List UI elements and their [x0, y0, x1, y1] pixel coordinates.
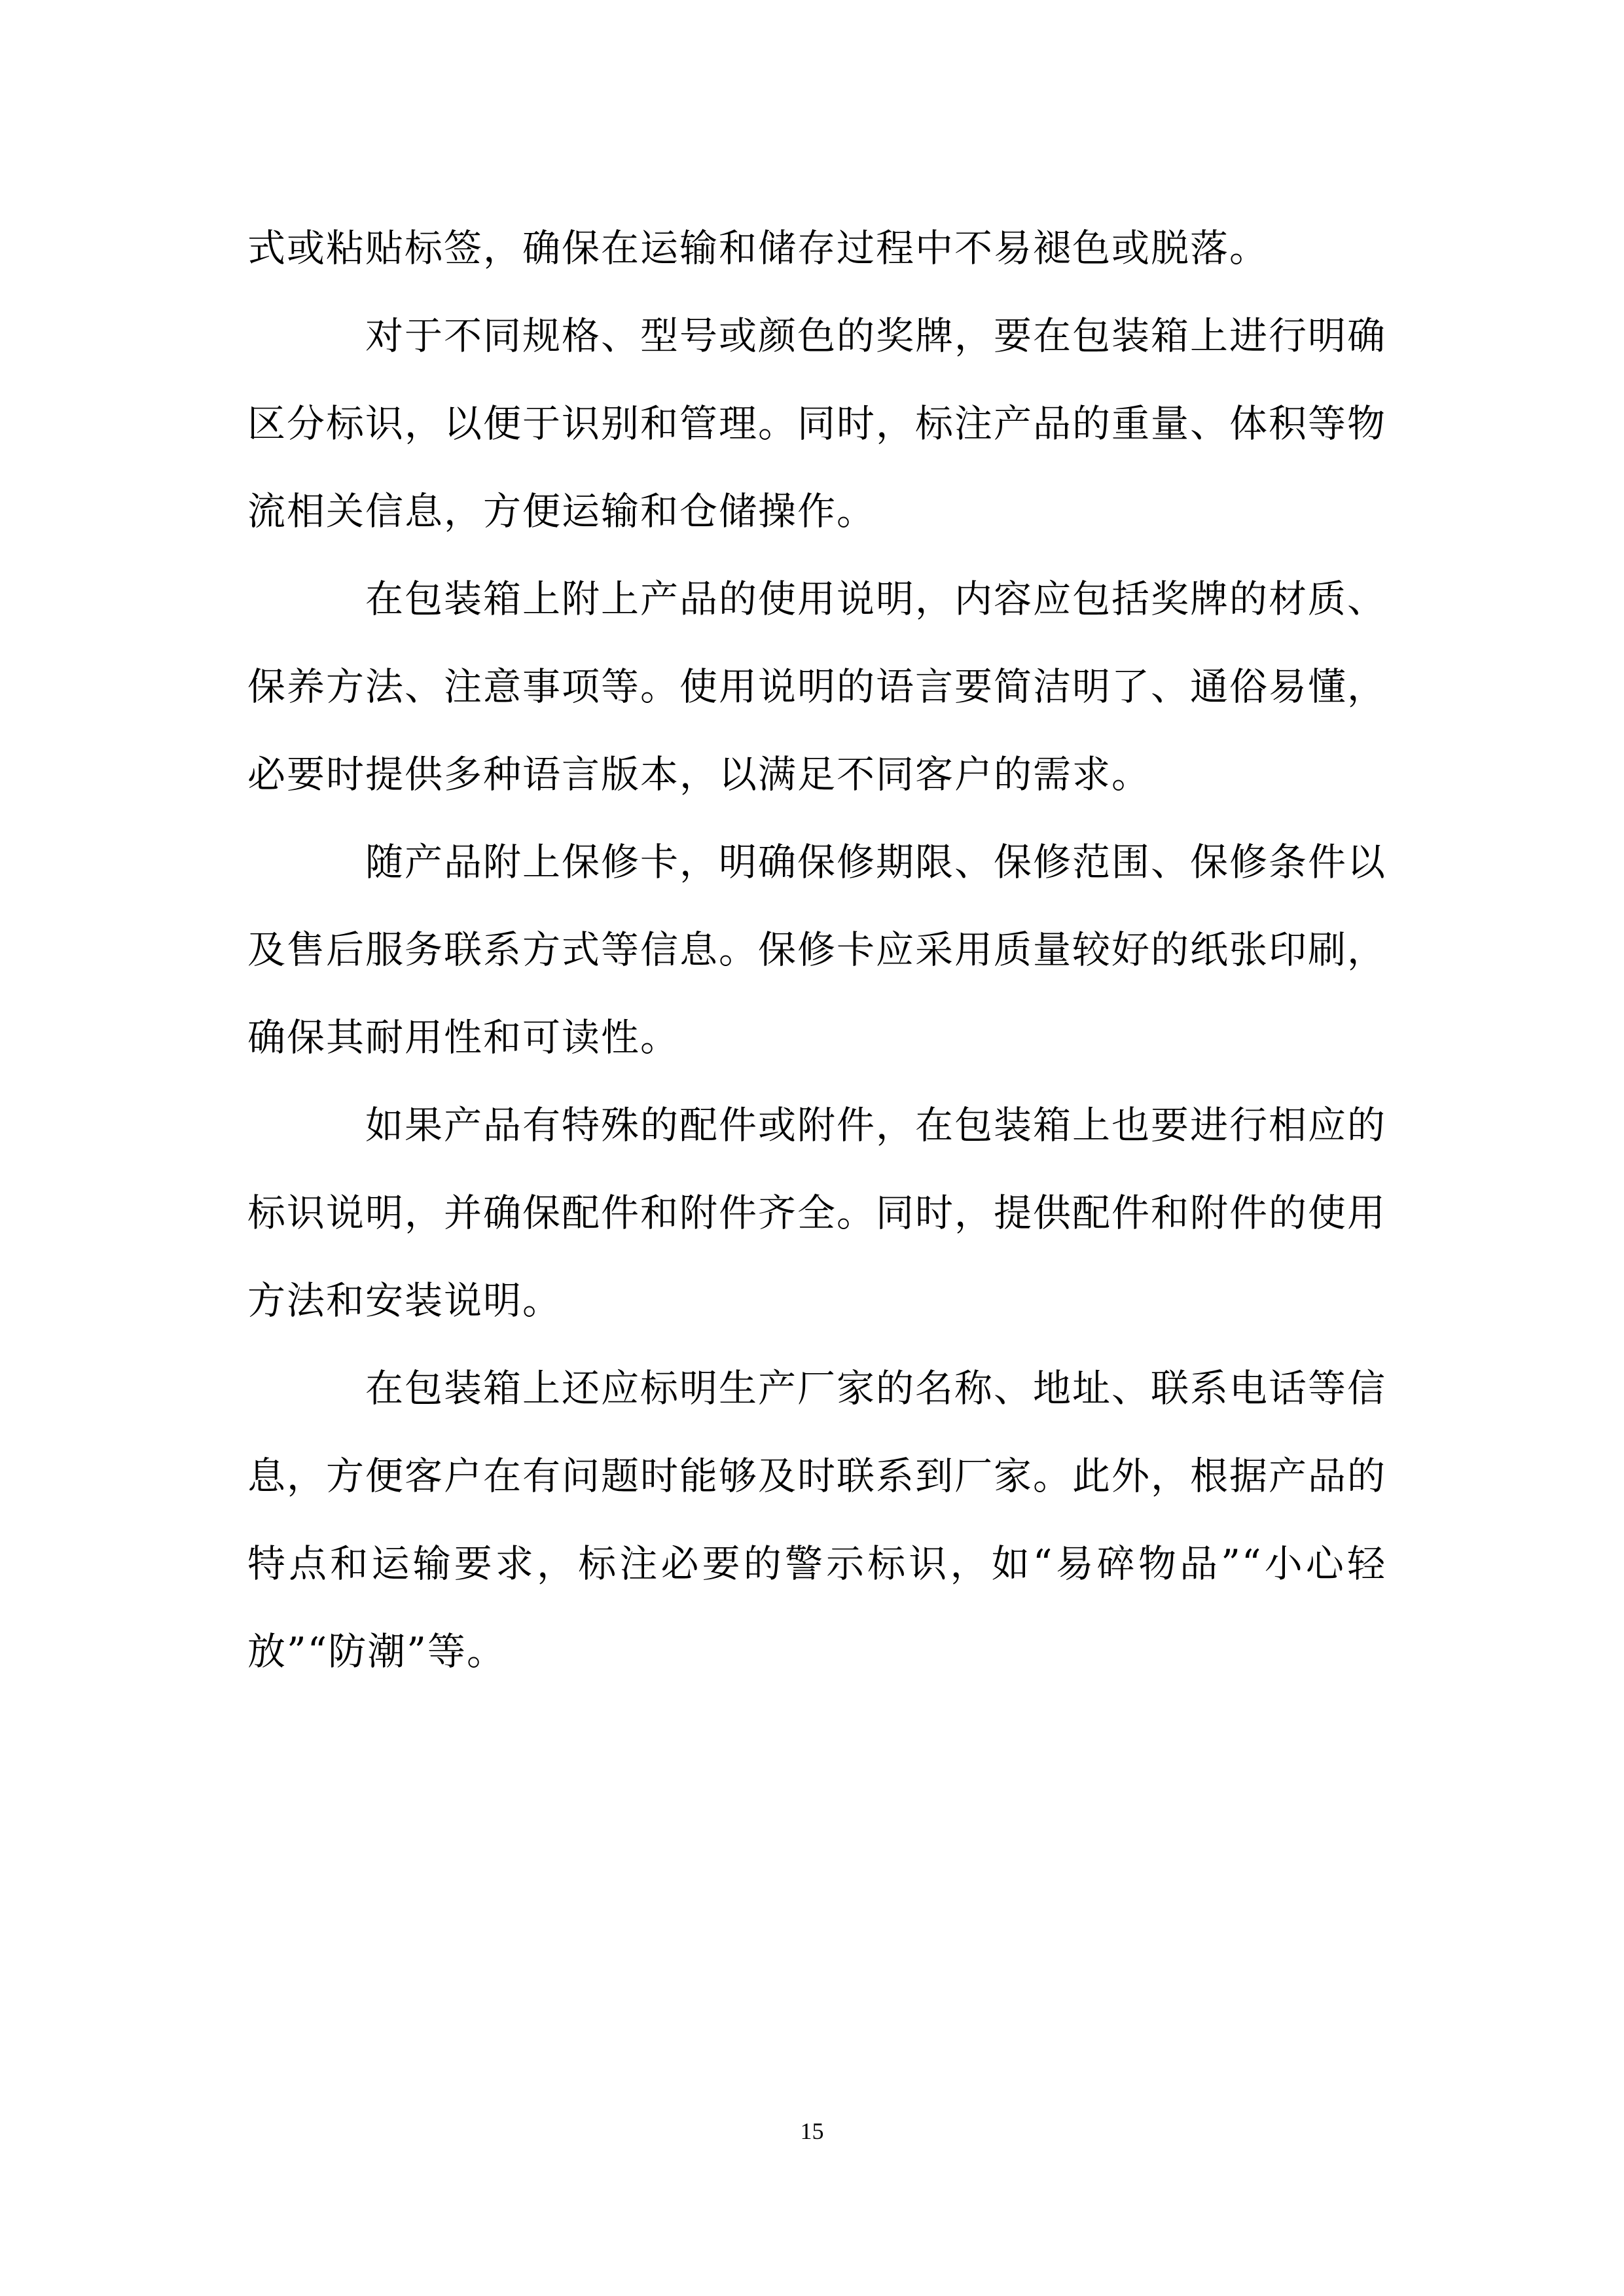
paragraph-manufacturer: 在包装箱上还应标明生产厂家的名称、地址、联系电话等信息，方便客户在有问题时能够及时联系到厂家。此外，根据产品的特点和运输要求，标注必要的警示标识，如“易碎物品”“小心轻放”“防潮”等。: [247, 1366, 1387, 1674]
paragraph-warranty: 随产品附上保修卡，明确保修期限、保修范围、保修条件以及售后服务联系方式等信息。保修卡应采用质量较好的纸张印刷，确保其耐用性和可读性。: [247, 840, 1387, 1060]
paragraph-accessories: 如果产品有特殊的配件或附件，在包装箱上也要进行相应的标识说明，并确保配件和附件齐全。同时，提供配件和附件的使用方法和安装说明。: [247, 1103, 1387, 1323]
paragraph-continued: 式或粘贴标签，确保在运输和储存过程中不易褪色或脱落。: [247, 226, 1269, 270]
body-text: [247, 204, 1386, 1695]
page-number: 15: [800, 2118, 824, 2144]
paragraph-labeling: 对于不同规格、型号或颜色的奖牌，要在包装箱上进行明确区分标识，以便于识别和管理。同时，标注产品的重量、体积等物流相关信息，方便运输和仓储操作。: [247, 314, 1387, 533]
paragraph-instructions: 在包装箱上附上产品的使用说明，内容应包括奖牌的材质、保养方法、注意事项等。使用说明的语言要简洁明了、通俗易懂，必要时提供多种语言版本，以满足不同客户的需求。: [247, 577, 1387, 797]
